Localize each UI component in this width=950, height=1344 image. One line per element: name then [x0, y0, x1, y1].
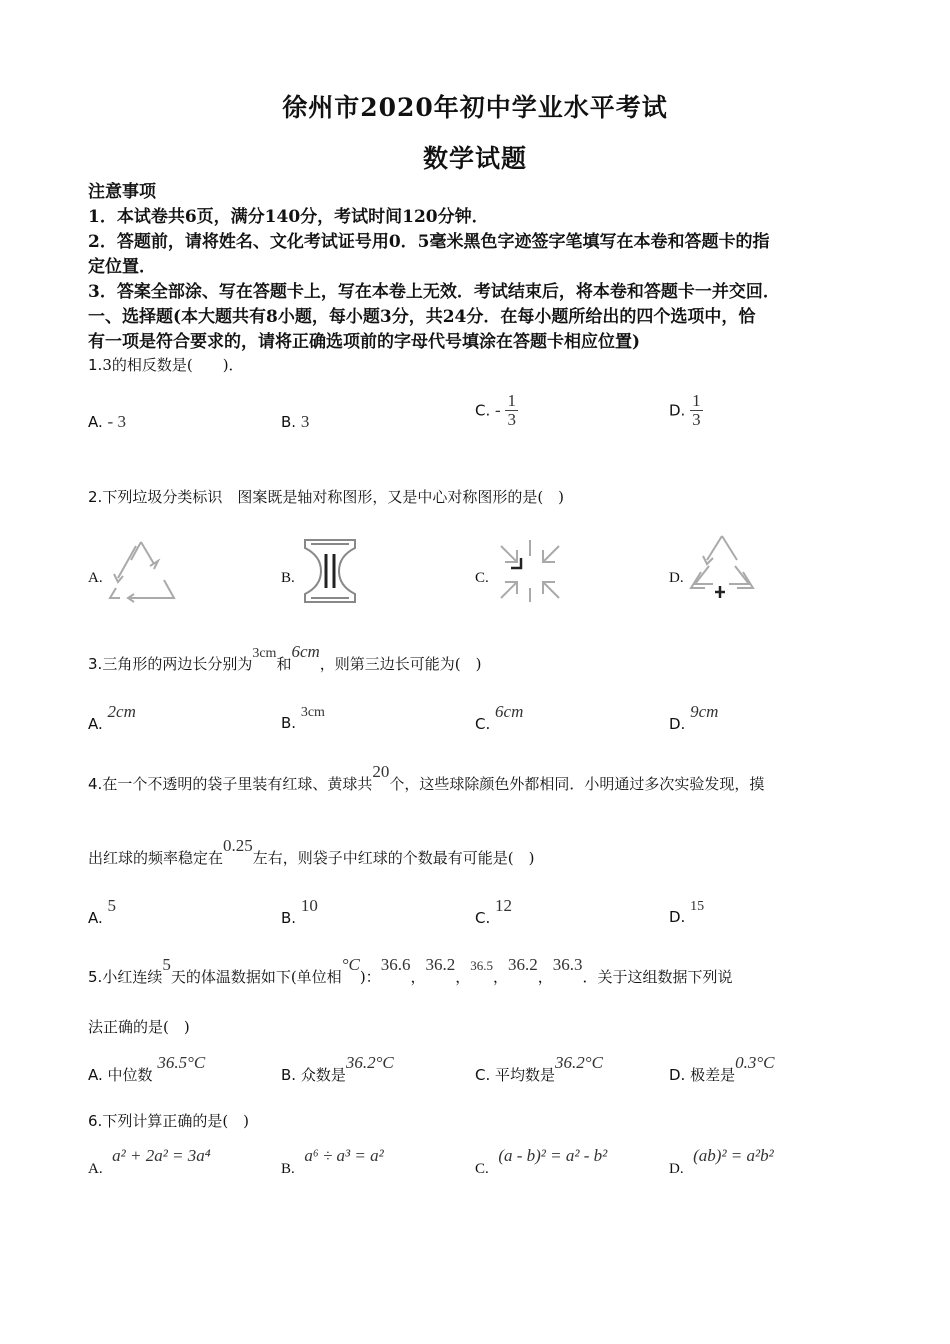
question-text: ．关于这组数据下列说 — [582, 968, 733, 986]
math-value: 3cm — [252, 646, 277, 661]
math-value: 20 — [372, 762, 390, 781]
math-value: 6cm — [291, 642, 320, 661]
option-value: (a - b)² = a² - b² — [498, 1146, 608, 1165]
option-label: D. — [669, 401, 686, 420]
option-value: 36.2°C — [345, 1053, 394, 1072]
option-b[interactable] — [281, 1146, 384, 1178]
option-a[interactable] — [88, 896, 117, 928]
temp-value: 36.3 — [552, 955, 583, 974]
option-c[interactable] — [475, 392, 518, 429]
unit-value: °C — [341, 955, 360, 974]
option-label: B. — [281, 413, 297, 431]
fraction-numerator: 1 — [507, 391, 516, 410]
option-label: D. — [669, 1066, 686, 1084]
temp-value: 36.2 — [507, 955, 538, 974]
question-4-continued — [88, 836, 858, 869]
exam-subtitle: 数学试题 — [422, 144, 527, 173]
temp-value: 36.5 — [470, 958, 493, 973]
option-label: D. — [669, 1161, 684, 1177]
question-4 — [88, 762, 858, 795]
option-value: 9cm — [690, 702, 719, 721]
option-text: 众数是 — [300, 1066, 346, 1084]
question-text: 法正确的是( ) — [88, 1018, 190, 1036]
question-text: 下列计算正确的是( ) — [102, 1112, 250, 1130]
option-label: C. — [475, 715, 491, 733]
triangle-tree-icon — [687, 532, 757, 606]
option-c[interactable] — [475, 1053, 603, 1085]
question-text: 3的相反数是( )． — [102, 356, 244, 374]
option-label: A. — [88, 570, 103, 586]
question-5: 5.小红连续5天的体温数据如下(单位相°C)：36.6，36.2，36.5，36.2，36.3．关于这组数据下列说 — [88, 955, 733, 986]
question-1-options — [88, 392, 868, 432]
question-number: 1. — [88, 356, 103, 374]
question-5-continued — [88, 1016, 858, 1038]
option-c[interactable] — [475, 702, 524, 734]
question-text: 在一个不透明的袋子里装有红球、黄球共 — [102, 775, 373, 793]
option-label: C. — [475, 909, 491, 927]
option-label: A. — [88, 413, 103, 431]
option-text: 平均数是 — [495, 1066, 556, 1084]
option-value: 6cm — [495, 702, 524, 721]
option-value: 5 — [107, 896, 117, 915]
option-d[interactable] — [669, 702, 719, 734]
question-text: 左右，则袋子中红球的个数最有可能是( ) — [252, 849, 535, 867]
temp-value: 36.6 — [380, 955, 411, 974]
option-label: D. — [669, 570, 684, 586]
fraction-denominator: 3 — [507, 410, 516, 429]
option-c[interactable] — [475, 536, 665, 608]
option-label: D. — [669, 908, 686, 926]
question-number: 6. — [88, 1112, 103, 1130]
question-number: 3. — [88, 655, 103, 673]
question-2-options — [88, 536, 868, 608]
option-b[interactable] — [281, 536, 471, 608]
question-number: 2. — [88, 488, 103, 506]
option-value: (ab)² = a²b² — [693, 1146, 774, 1165]
math-value: 0.25 — [223, 836, 253, 855]
question-text: 天的体温数据如下(单位相 — [170, 968, 342, 986]
fraction — [505, 392, 518, 429]
option-b[interactable] — [281, 412, 309, 432]
option-value: 15 — [690, 899, 705, 914]
option-d[interactable] — [669, 392, 703, 429]
option-b[interactable] — [281, 1053, 394, 1085]
option-d[interactable] — [669, 536, 859, 608]
option-a[interactable] — [88, 536, 278, 608]
option-c[interactable] — [475, 896, 513, 928]
question-number: 5. — [88, 968, 103, 986]
option-label: A. — [88, 1066, 103, 1084]
question-2 — [88, 486, 858, 508]
option-d[interactable] — [669, 899, 705, 927]
notes-item: 定位置． — [88, 257, 156, 277]
notes-heading: 注意事项 — [88, 182, 156, 202]
option-text: 极差是 — [690, 1066, 736, 1084]
option-value: a² + 2a² = 3a⁴ — [112, 1146, 211, 1165]
option-value: 36.2°C — [555, 1053, 603, 1072]
notes-item: 有一项是符合要求的，请将正确选项前的字母代号填涂在答题卡相应位置) — [88, 332, 641, 352]
question-number: 4. — [88, 775, 103, 793]
option-d[interactable] — [669, 1053, 775, 1085]
fraction — [690, 392, 703, 429]
notes-item: 1．本试卷共6页，满分140分，考试时间120分钟． — [88, 207, 489, 227]
option-value: a⁶ ÷ a³ = a² — [304, 1146, 384, 1165]
notes-item: 一、选择题(本大题共有8小题，每小题3分，共24分．在每小题所给出的四个选项中，恰 — [88, 307, 756, 327]
notes-item: 2．答题前，请将姓名、文化考试证号用0．5毫米黑色字迹签字笔填写在本卷和答题卡的指 — [88, 232, 770, 252]
question-text: 个，这些球除颜色外都相同．小明通过多次实验发现，摸 — [389, 775, 765, 793]
option-b[interactable] — [281, 896, 318, 928]
option-label: C. — [475, 401, 491, 420]
temp-value: 36.2 — [425, 955, 456, 974]
option-text: 中位数 — [107, 1066, 153, 1084]
question-text: 和 — [276, 655, 292, 673]
fraction-denominator: 3 — [692, 410, 701, 429]
option-label: A. — [88, 1161, 103, 1177]
option-label: B. — [281, 714, 297, 732]
question-text: 小红连续 — [102, 968, 163, 986]
option-sign: - — [495, 400, 501, 420]
option-label: B. — [281, 909, 297, 927]
question-text: 下列垃圾分类标识 图案既是轴对称图形，又是中心对称图形的是( ) — [102, 488, 565, 506]
option-a[interactable] — [88, 1053, 206, 1085]
math-value: 5 — [162, 955, 171, 974]
option-label: C. — [475, 1161, 489, 1177]
fraction-numerator: 1 — [692, 391, 701, 410]
question-4-options — [88, 896, 868, 936]
option-label: B. — [281, 1066, 297, 1084]
option-label: B. — [281, 570, 295, 586]
question-text: )： — [359, 968, 381, 986]
option-b[interactable] — [281, 705, 325, 733]
option-value: 10 — [300, 896, 318, 915]
option-value: 12 — [495, 896, 513, 915]
inward-arrows-icon — [497, 536, 563, 606]
recycle-triangle-icon — [106, 536, 176, 606]
question-3 — [88, 642, 858, 677]
question-1 — [88, 354, 858, 376]
option-label: A. — [88, 909, 103, 927]
option-label: A. — [88, 715, 103, 733]
option-a[interactable] — [88, 412, 126, 432]
question-6-options — [88, 1146, 868, 1186]
option-value: 3 — [300, 412, 310, 431]
notes-section — [88, 180, 858, 355]
question-3-options — [88, 702, 868, 742]
option-label: C. — [475, 1066, 491, 1084]
option-label: D. — [669, 715, 686, 733]
option-label: B. — [281, 1161, 295, 1177]
question-5-options — [88, 1052, 868, 1092]
option-c[interactable] — [475, 1146, 608, 1178]
option-value: 2cm — [107, 702, 136, 721]
option-label: C. — [475, 570, 489, 586]
question-text: 三角形的两边长分别为 — [102, 655, 253, 673]
option-a[interactable] — [88, 702, 136, 734]
option-value: - 3 — [107, 412, 126, 431]
question-6 — [88, 1110, 858, 1132]
option-value: 0.3°C — [735, 1053, 775, 1072]
option-d[interactable] — [669, 1146, 774, 1178]
option-value: 3cm — [300, 705, 325, 720]
option-value: 36.5°C — [157, 1053, 206, 1072]
question-text: ，则第三边长可能为( ) — [319, 655, 482, 673]
notes-item: 3．答案全部涂、写在答题卡上，写在本卷上无效．考试结束后，将本卷和答题卡一并交回． — [88, 282, 780, 302]
exam-title: 徐州市2020年初中学业水平考试 — [282, 93, 668, 122]
hourglass-bars-icon — [299, 536, 361, 606]
option-a[interactable] — [88, 1146, 211, 1178]
question-text: 出红球的频率稳定在 — [88, 849, 224, 867]
